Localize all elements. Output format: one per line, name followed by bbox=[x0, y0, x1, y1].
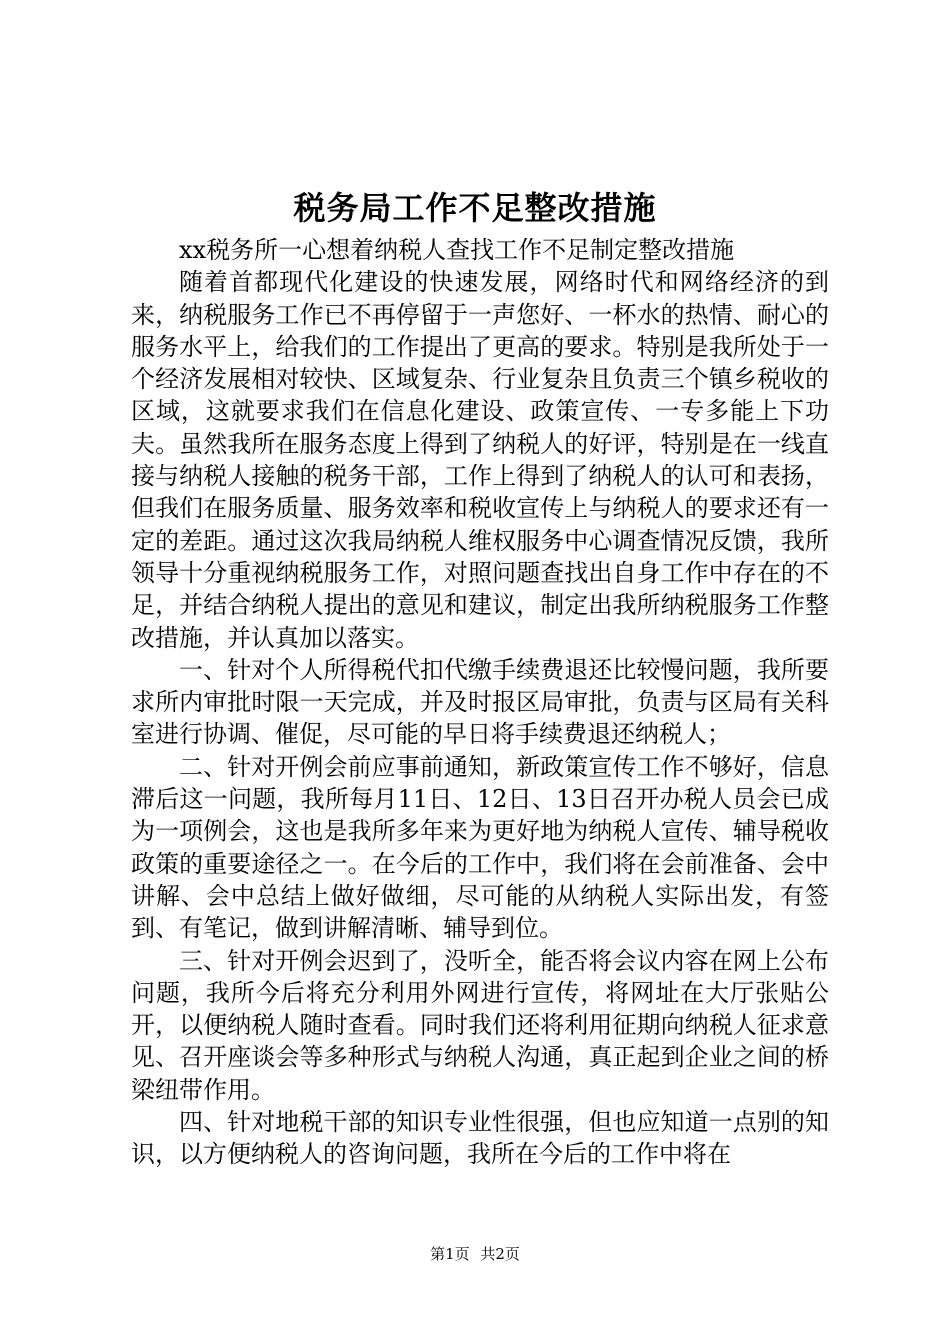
paragraph-measure-1: 一、针对个人所得税代扣代缴手续费退还比较慢问题，我所要求所内审批时限一天完成，并及时报区局审批，负责与区局有关科室进行协调、催促，尽可能的早日将手续费退还纳税人； bbox=[131, 655, 829, 749]
paragraph-measure-3: 三、针对开例会迟到了，没听全，能否将会议内容在网上公布问题，我所今后将充分利用外网进行宣传，将网址在大厅张贴公开，以便纳税人随时查看。同时我们还将利用征期向纳税人征求意见、召开座谈会等多种形式与纳税人沟通，真正起到企业之间的桥梁纽带作用。 bbox=[131, 946, 829, 1104]
page-footer bbox=[0, 1244, 950, 1264]
page-total: 共2页 bbox=[480, 1245, 520, 1263]
page-number: 第1页 bbox=[430, 1245, 470, 1263]
paragraph-intro: xx税务所一心想着纳税人查找工作不足制定整改措施 bbox=[179, 236, 735, 264]
paragraph-measure-2: 二、针对开例会前应事前通知，新政策宣传工作不够好，信息滞后这一问题，我所每月11日、12日、13日召开办税人员会已成为一项例会，这也是我所多年来为更好地为纳税人宣传、辅导税收政策的重要途径之一。在今后的工作中，我们将在会前准备、会中讲解、会中总结上做好做细，尽可能的从纳税人实际出发，有签到、有笔记，做到讲解清晰、辅导到位。 bbox=[131, 752, 829, 943]
document-body bbox=[131, 234, 829, 1171]
paragraph-background: 随着首都现代化建设的快速发展，网络时代和网络经济的到来，纳税服务工作已不再停留于一声您好、一杯水的热情、耐心的服务水平上，给我们的工作提出了更高的要求。特别是我所处于一个经济发展相对较快、区域复杂、行业复杂且负责三个镇乡税收的区域，这就要求我们在信息化建设、政策宣传、一专多能上下功夫。虽然我所在服务态度上得到了纳税人的好评，特别是在一线直接与纳税人接触的税务干部，工作上得到了纳税人的认可和表扬，但我们在服务质量、服务效率和税收宣传上与纳税人的要求还有一定的差距。通过这次我局纳税人维权服务中心调查情况反馈，我所领导十分重视纳税服务工作，对照问题查找出自身工作中存在的不足，并结合纳税人提出的意见和建议，制定出我所纳税服务工作整改措施，并认真加以落实。 bbox=[131, 268, 829, 652]
paragraph-measure-4: 四、针对地税干部的知识专业性很强，但也应知道一点别的知识，以方便纳税人的咨询问题，我所在今后的工作中将在 bbox=[131, 1108, 829, 1169]
document-title: 税务局工作不足整改措施 bbox=[293, 189, 657, 227]
